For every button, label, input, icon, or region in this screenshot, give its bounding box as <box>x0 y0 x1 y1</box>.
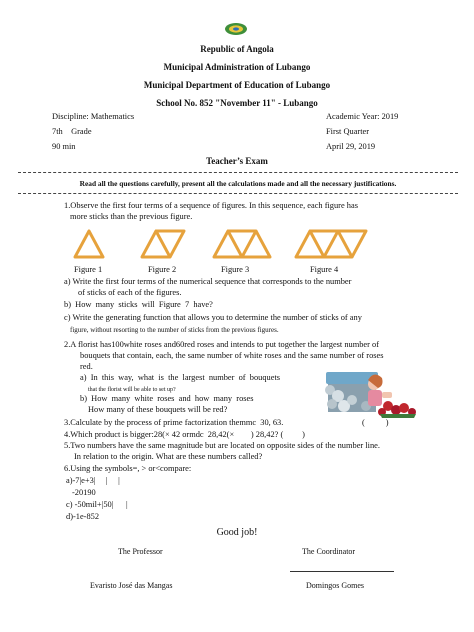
duration-label: 90 min <box>52 142 76 151</box>
q6-stem: 6.Using the symbols=, > or<compare: <box>64 464 192 473</box>
coordinator-role: The Coordinator <box>302 547 356 556</box>
q2b-line1: b) How many white roses and how many roses <box>80 394 254 403</box>
header-country: Republic of Angola <box>200 44 274 54</box>
q1a-line1: a) Write the first four terms of the numerical sequence that corresponds to the number <box>64 277 352 286</box>
header-department: Municipal Department of Education of Lubango <box>143 80 331 90</box>
q5-line1: 5.Two numbers have the same magnitude but are located on opposite sides of the number line. <box>64 441 380 450</box>
q6b: -20190 <box>72 488 96 497</box>
q6c: c) -50mil+|50| | <box>66 500 128 509</box>
instructions-banner: Read all the questions carefully, present all the calculations made and all the necessary justifications. <box>18 172 458 194</box>
figure-3-label: Figure 3 <box>221 265 250 274</box>
figure-2-label: Figure 2 <box>148 265 177 274</box>
professor-role: The Professor <box>118 547 163 556</box>
academic-year: Academic Year: 2019 <box>326 112 399 121</box>
exam-title: Teacher’s Exam <box>206 156 268 166</box>
professor-name: Evaristo José das Mangas <box>90 581 173 590</box>
figure-1-label: Figure 1 <box>74 265 103 274</box>
q6d: d)-1e-852 <box>66 512 100 521</box>
q5-line2: In relation to the origin. What are these numbers called? <box>74 452 263 461</box>
q2-line1: 2.A florist has100white roses and60red roses and intends to put together the largest number of <box>64 340 380 349</box>
q2b-line2: How many of these bouquets will be red? <box>88 405 228 414</box>
q1b: b) How many sticks will Figure 7 have? <box>64 300 213 309</box>
figure-4-label: Figure 4 <box>310 265 339 274</box>
q2-line2: bouquets that contain, each, the same number of white roses and the same number of roses <box>80 351 384 360</box>
q1c-line2: figure, without resorting to the number of sticks from the previous figures. <box>70 326 279 334</box>
q2a-line2: that the florist will be able to set up? <box>88 387 176 393</box>
coordinator-signature-line <box>290 571 394 572</box>
q2a-line1: a) In this way, what is the largest number of bouquets <box>80 373 281 382</box>
q1-stem-line2: more sticks than the previous figure. <box>70 212 193 221</box>
closing-message: Good job! <box>216 527 258 538</box>
q3: 3.Calculate by the process of prime factorization themmc 30, 63. <box>64 418 284 427</box>
florist-illustration <box>322 366 418 418</box>
figure-3-triangles <box>212 228 274 260</box>
coordinator-name: Domingos Gomes <box>306 581 364 590</box>
figure-1-triangles <box>72 228 106 260</box>
school-logo <box>224 22 248 36</box>
discipline-label: Discipline: Mathematics <box>52 112 135 121</box>
q1c-line1: c) Write the generating function that allows you to determine the number of sticks of any <box>64 313 362 322</box>
q6a: a)-7|e+3| | | <box>66 476 120 485</box>
q3-answer-blank[interactable]: ( ) <box>362 418 389 427</box>
quarter-label: First Quarter <box>326 127 370 136</box>
exam-date: April 29, 2019 <box>326 142 376 151</box>
header-school: School No. 852 "November 11" - Lubango <box>156 98 318 108</box>
grade-label: 7th Grade <box>52 127 92 136</box>
q1-stem-line1: 1.Observe the first four terms of a sequence of figures. In this sequence, each figure has <box>64 201 358 210</box>
header-municipality: Municipal Administration of Lubango <box>163 62 311 72</box>
q1a-line2: of sticks of each of the figures. <box>78 288 182 297</box>
q2-line3: red. <box>80 362 93 371</box>
figure-4-triangles <box>294 228 372 260</box>
q4: 4.Which product is bigger:28(× 42 ormdc 28,42(× ) 28,42? ( ) <box>64 430 305 439</box>
figure-2-triangles <box>140 228 196 260</box>
